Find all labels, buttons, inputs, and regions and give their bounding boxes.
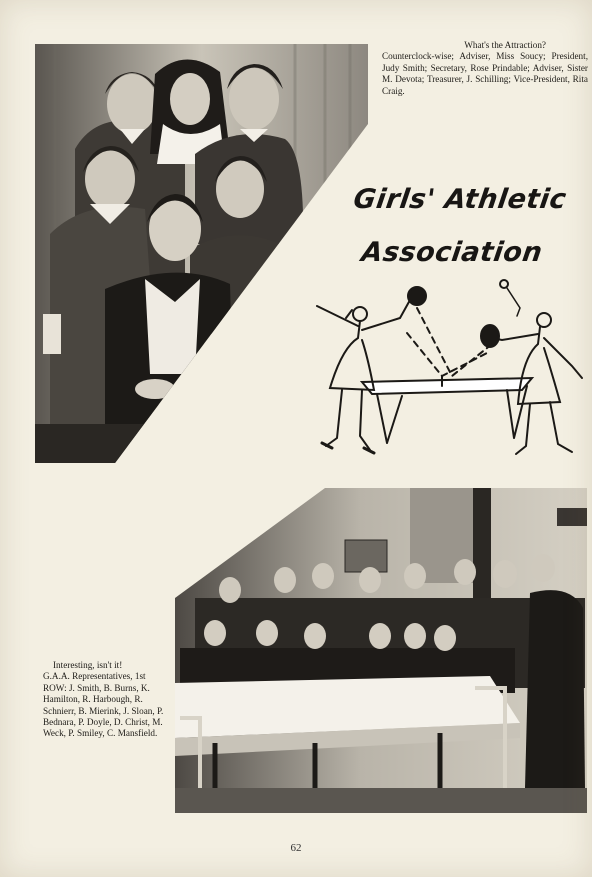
representatives-photo [175,488,587,813]
section-heading-line2: Association [359,237,545,268]
officers-caption-body: Counterclock-wise; Adviser, Miss Soucy; President, Judy Smith; Secretary, Rose Prindable; Adviser, Sister M. Devota; Treasurer, J. Schilling; Vice-President, Rita Craig. [382,51,588,96]
representatives-caption [43,660,171,740]
officers-caption-title: What's the Attraction? [464,40,546,50]
representatives-caption-title: Interesting, isn't it! [53,660,123,670]
section-heading-line1: Girls' Athletic [351,184,569,215]
ping-pong-illustration [282,278,590,464]
page-number: 62 [290,842,302,854]
officers-caption [382,40,588,97]
representatives-caption-body: G.A.A. Representatives, 1st ROW: J. Smith, B. Burns, K. Hamilton, R. Harbough, R. Schnierr, B. Mierink, J. Sloan, P. Bednara, P. Doyle, D. Christ, M. Weck, P. Smiley, C. Mansfield. [43,671,164,739]
